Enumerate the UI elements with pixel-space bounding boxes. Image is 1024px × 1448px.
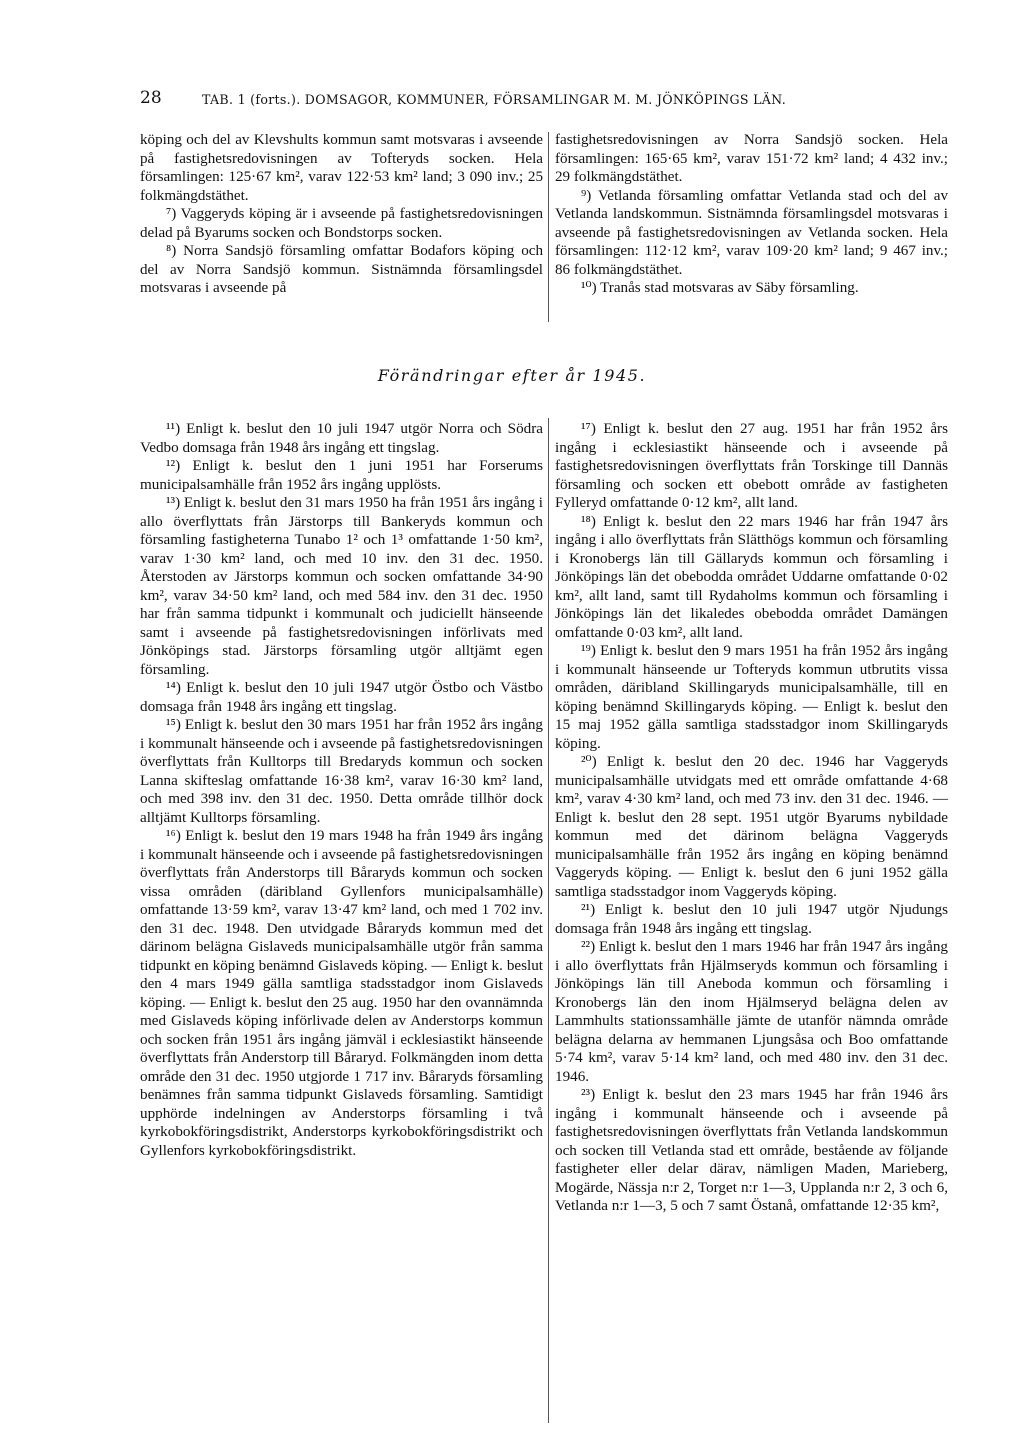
bottom-right-column: [555, 420, 948, 1216]
footnote-22: ²²) Enligt k. beslut den 1 mars 1946 har från 1947 års ingång i allo överflyttats från Hjälmseryds kommun och församling i Jönköpings län till Aneboda kommun och församling i Kronobergs län den inom Hjälmseryd belägna delen av Lammhults stationssamhälle jämte de utanför nämnda område belägna delarna av hemmanen Ljungsåsa och Boo omfattande 5·74 km², varav 5·14 km² land, och med 480 inv. den 31 dec. 1946.: [555, 938, 948, 1085]
footnote-14: ¹⁴) Enligt k. beslut den 10 juli 1947 utgör Östbo och Västbo domsaga från 1948 års ingång ett tingslag.: [140, 679, 543, 715]
top-right-column: [555, 131, 948, 298]
footnote-13: ¹³) Enligt k. beslut den 31 mars 1950 ha från 1951 års ingång i allo överflyttats från Järstorps till Bankeryds kommun och församling fastigheterna Tunabo 1² och 1³ omfattande 1·50 km², varav 1·30 km² land, och med 10 inv. den 31 dec. 1950. Återstoden av Järstorps kommun och socken omfattande 34·90 km², varav 34·50 km² land, och med 584 inv. den 31 dec. 1950 har från samma tidpunkt i kommunalt och judiciellt hänseende samt i avseende på fastighetsredovisningen införlivats med Jönköpings stad. Järstorps församling utgör alltjämt egen församling.: [140, 494, 543, 678]
footnote-18: ¹⁸) Enligt k. beslut den 22 mars 1946 har från 1947 års ingång i allo överflyttats från Slätthögs kommun och församling i Kronobergs län till Gällaryds kommun och församling i Jönköpings län det obebodda området Uddarne omfattande 0·02 km², allt land, samt till Rydaholms kommun och församling i Jönköpings län det likaledes obebodda området Damängen omfattande 0·03 km², allt land.: [555, 512, 948, 641]
footnote-21: ²¹) Enligt k. beslut den 10 juli 1947 utgör Njudungs domsaga från 1948 års ingång ett tingslag.: [555, 901, 948, 937]
footnote-8: ⁸) Norra Sandsjö församling omfattar Bodafors köping och del av Norra Sandsjö kommun. Sistnämnda församlingsdel motsvaras i avseende på: [140, 243, 543, 297]
footnote-12: ¹²) Enligt k. beslut den 1 juni 1951 har Forserums municipalsamhälle från 1952 års ingång upplösts.: [140, 457, 543, 493]
paragraph: köping och del av Klevshults kommun samt motsvaras i avseende på fastighetsredovisningen av Tofteryds socken. Hela församlingen: 125·67 km², varav 122·53 km² land; 3 090 inv.; 25 folkmängdstäthet.: [140, 132, 543, 204]
footnote-9: ⁹) Vetlanda församling omfattar Vetlanda stad och del av Vetlanda landskommun. Sistnämnda församlingsdel motsvaras i avseende på fastighetsredovisningen av Vetlanda socken. Hela församlingen: 112·12 km², varav 109·20 km² land; 9 467 inv.; 86 folkmängdstäthet.: [555, 187, 948, 278]
footnote-7: ⁷) Vaggeryds köping är i avseende på fastighetsredovisningen delad på Byarums socken och Bondstorps socken.: [140, 206, 543, 241]
footnote-15: ¹⁵) Enligt k. beslut den 30 mars 1951 har från 1952 års ingång i kommunalt hänseende och i avseende på fastighetsredovisningen överflyttats från Kulltorps till Bredaryds kommun och socken Lanna skifteslag omfattande 16·38 km², varav 16·30 km² land, och med 398 inv. den 31 dec. 1950. Detta område tillhör dock alltjämt Kulltorps församling.: [140, 716, 543, 826]
footnote-17: ¹⁷) Enligt k. beslut den 27 aug. 1951 har från 1952 års ingång i ecklesiastikt hänseende och i avseende på fastighetsredovisningen överflyttats från Torskinge till Dannäs församling och socken ett obebott område av fastigheten Fylleryd omfattande 0·12 km², allt land.: [555, 420, 948, 511]
footnote-11: ¹¹) Enligt k. beslut den 10 juli 1947 utgör Norra och Södra Vedbo domsaga från 1948 års ingång ett tingslag.: [140, 420, 543, 456]
running-title: TAB. 1 (forts.). DOMSAGOR, KOMMUNER, FÖRSAMLINGAR M. M. JÖNKÖPINGS LÄN.: [202, 92, 787, 107]
column-divider-bottom: [548, 418, 549, 1423]
page-number: 28: [140, 88, 162, 108]
footnote-20: ²⁰) Enligt k. beslut den 20 dec. 1946 har Vaggeryds municipalsamhälle utvidgats med ett område omfattande 4·68 km², varav 4·30 km² land, och med 73 inv. den 31 dec. 1946. — Enligt k. beslut den 28 sept. 1951 utgör Byarums nybildade kommun med det därinom belägna Vaggeryds municipalsamhälle från 1952 års ingång en köping benämnd Vaggeryds köping. — Enligt k. beslut den 6 juni 1952 gälla samtliga stadsstadgor inom Vaggeryds köping.: [555, 753, 948, 900]
footnote-19: ¹⁹) Enligt k. beslut den 9 mars 1951 ha från 1952 års ingång i kommunalt hänseende ur Tofteryds kommun utbrutits vissa områden, däribland Skillingaryds municipalsamhälle, till en köping benämnd Skillingaryds köping. — Enligt k. beslut den 15 maj 1952 gälla samtliga stadsstadgor inom Skillingaryds köping.: [555, 642, 948, 752]
section-title: Förändringar efter år 1945.: [377, 366, 647, 385]
footnote-10: ¹⁰) Tranås stad motsvaras av Säby församling.: [581, 280, 859, 297]
column-divider-top: [548, 132, 549, 322]
footnote-16: ¹⁶) Enligt k. beslut den 19 mars 1948 ha från 1949 års ingång i kommunalt hänseende och i avseende på fastighetsredovisningen överflyttats från Anderstorps till Båraryds kommun och socken vissa områden (däribland Gyllenfors municipalsamhälle) omfattande 13·59 km², varav 13·47 km² land, och med 1 702 inv. den 31 dec. 1948. Den utvidgade Båraryds kommun med det därinom belägna Gislaveds municipalsamhälle utgör från samma tidpunkt en köping benämnd Gislaveds köping. — Enligt k. beslut den 4 mars 1949 gälla samtliga stadsstadgor inom Gislaveds köping. — Enligt k. beslut den 25 aug. 1950 har den ovannämnda med Gislaveds köping införlivade delen av Anderstorps kommun och socken från 1951 års ingång jämväl i ecklesiastikt hänseende överflyttats från Anderstorp till Båraryd. Folkmängden inom detta område den 31 dec. 1950 utgjorde 1 717 inv. Båraryds församling benämnes från samma tidpunkt Gislaveds församling. Samtidigt upphörde indelningen av Anderstorps församling i två kyrkobokföringsdistrikt, Anderstorps kyrkobokföringsdistrikt och Gyllenfors kyrkobokföringsdistrikt.: [140, 827, 543, 1159]
page-header: [140, 88, 940, 114]
footnote-23: ²³) Enligt k. beslut den 23 mars 1945 har från 1946 års ingång i kommunalt hänseende och i avseende på fastighetsredovisningen överflyttats från Vetlanda landskommun och socken till Vetlanda stad ett område, bestående av följande fastigheter eller delar därav, nämligen Maden, Marieberg, Mogärde, Nässja n:r 2, Torget n:r 1—3, Upplanda n:r 2, 3 och 6, Vetlanda n:r 1—3, 5 och 7 samt Östanå, omfattande 12·35 km²,: [555, 1086, 948, 1214]
paragraph: fastighetsredovisningen av Norra Sandsjö socken. Hela församlingen: 165·65 km², varav 151·72 km² land; 4 432 inv.; 29 folkmängdstäthet.: [555, 132, 948, 186]
top-left-column: [140, 131, 543, 298]
bottom-left-column: [140, 420, 543, 1160]
